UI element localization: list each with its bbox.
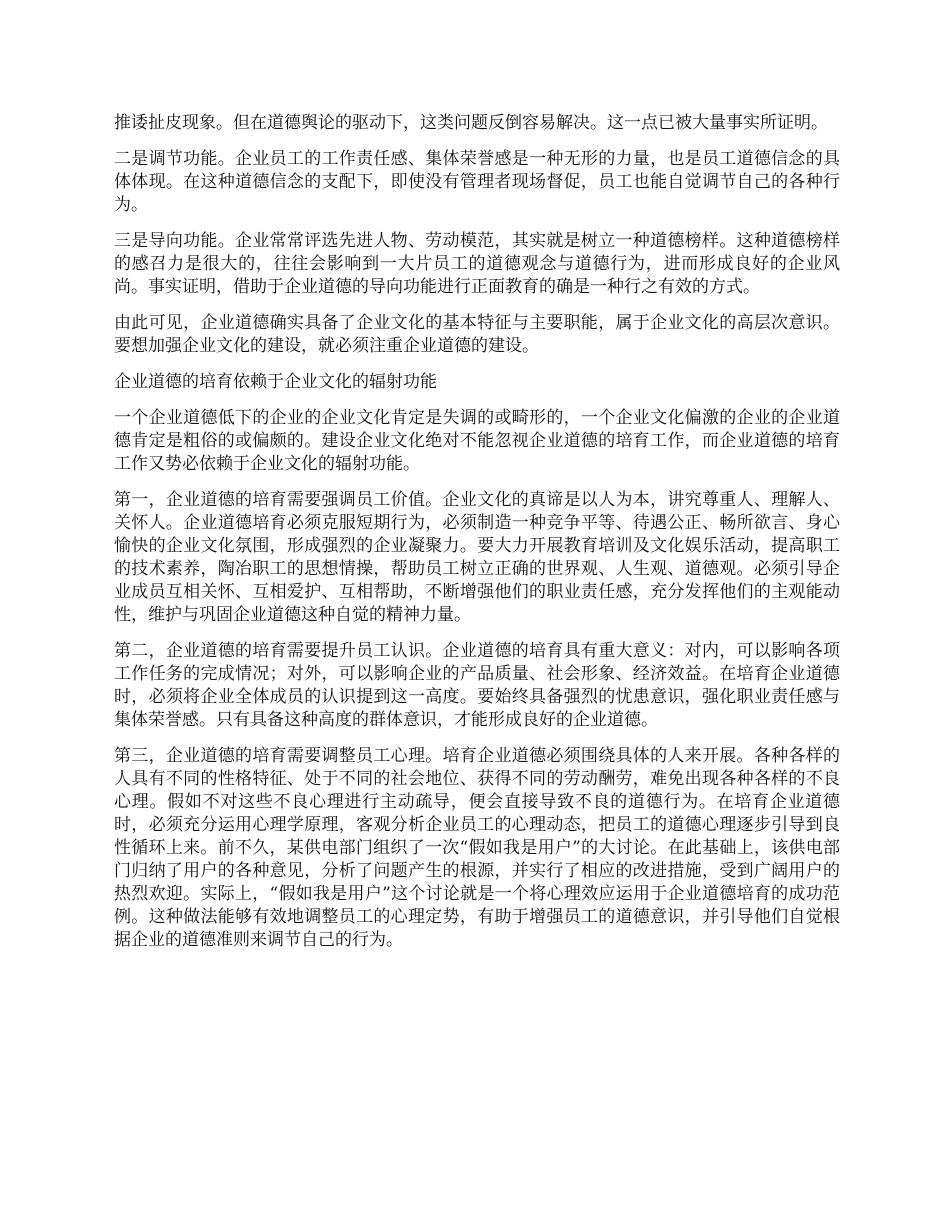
paragraph-guidance-function: 三是导向功能。企业常常评选先进人物、劳动模范，其实就是树立一种道德榜样。这种道德榜样的感召力是很大的，往往会影响到一大片员工的道德观念与道德行为，进而形成良好的企业风尚。事实证明，借助于企业道德的导向功能进行正面教育的确是一种行之有效的方式。 [114,231,840,297]
paragraph-intro: 一个企业道德低下的企业的企业文化肯定是失调的或畸形的，一个企业文化偏激的企业的企业道德肯定是粗俗的或偏颇的。建设企业文化绝对不能忽视企业道德的培育工作，而企业道德的培育工作又势必依赖于企业文化的辐射功能。 [114,408,840,474]
document-page [114,112,840,965]
paragraph-second-point: 第二，企业道德的培育需要提升员工认识。企业道德的培育具有重大意义：对内，可以影响各项工作任务的完成情况；对外，可以影响企业的产品质量、社会形象、经济效益。在培育企业道德时，必须将企业全体成员的认识提到这一高度。要始终具备强烈的忧患意识，强化职业责任感与集体荣誉感。只有具备这种高度的群体意识，才能形成良好的企业道德。 [114,641,840,730]
paragraph-third-point: 第三，企业道德的培育需要调整员工心理。培育企业道德必须围绕具体的人来开展。各种各样的人具有不同的性格特征、处于不同的社会地位、获得不同的劳动酬劳，难免出现各种各样的不良心理。假如不对这些不良心理进行主动疏导，便会直接导致不良的道德行为。在培育企业道德时，必须充分运用心理学原理，客观分析企业员工的心理动态，把员工的道德心理逐步引导到良性循环上来。前不久，某供电部门组织了一次“假如我是用户”的大讨论。在此基础上，该供电部门归纳了用户的各种意见，分析了问题产生的根源，并实行了相应的改进措施，受到广阔用户的热烈欢迎。实际上，“假如我是用户”这个讨论就是一个将心理效应运用于企业道德培育的成功范例。这种做法能够有效地调整员工的心理定势，有助于增强员工的道德意识，并引导他们自觉根据企业的道德准则来调节自己的行为。 [114,746,840,950]
paragraph-regulation-function: 二是调节功能。企业员工的工作责任感、集体荣誉感是一种无形的力量，也是员工道德信念的具体体现。在这种道德信念的支配下，即使没有管理者现场督促，员工也能自觉调节自己的各种行为。 [114,149,840,215]
paragraph-continuation: 推诿扯皮现象。但在道德舆论的驱动下，这类问题反倒容易解决。这一点已被大量事实所证明。 [114,113,828,133]
paragraph-conclusion: 由此可见，企业道德确实具备了企业文化的基本特征与主要职能，属于企业文化的高层次意识。要想加强企业文化的建设，就必须注重企业道德的建设。 [114,313,840,356]
paragraph-first-point: 第一，企业道德的培育需要强调员工价值。企业文化的真谛是以人为本，讲究尊重人、理解人、关怀人。企业道德培育必须克服短期行为，必须制造一种竞争平等、待遇公正、畅所欲言、身心愉快的企业文化氛围，形成强烈的企业凝聚力。要大力开展教育培训及文化娱乐活动，提高职工的技术素养，陶冶职工的思想情操，帮助员工树立正确的世界观、人生观、道德观。必须引导企业成员互相关怀、互相爱护、互相帮助，不断增强他们的职业责任感，充分发挥他们的主观能动性，维护与巩固企业道德这种自觉的精神力量。 [114,490,840,625]
section-heading: 企业道德的培育依赖于企业文化的辐射功能 [114,372,437,392]
